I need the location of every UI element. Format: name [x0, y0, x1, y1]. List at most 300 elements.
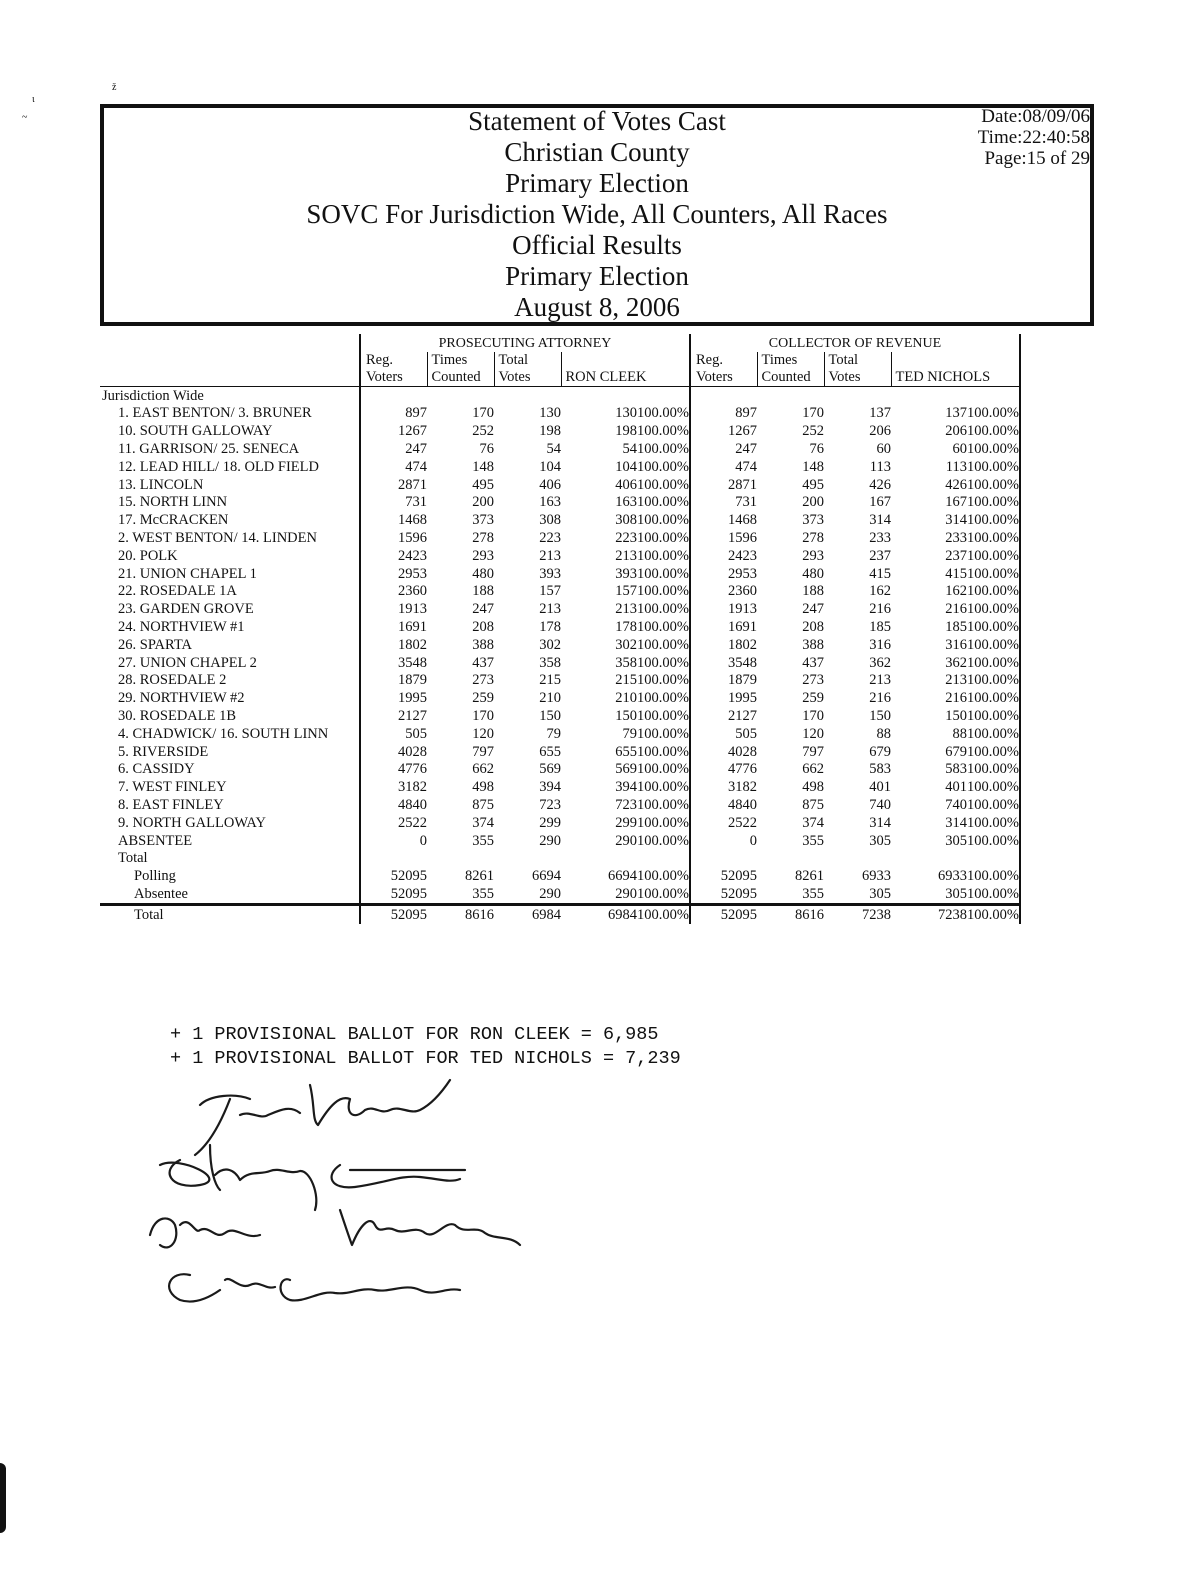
cell: 290: [539, 885, 561, 902]
cell: 480: [472, 565, 494, 582]
cell: 100.00%: [637, 725, 689, 742]
cell: 178: [615, 618, 637, 635]
cell: 1913: [728, 601, 757, 618]
cell: 185: [945, 618, 967, 635]
cell: 655: [615, 743, 637, 760]
cell: 198: [539, 423, 561, 440]
signature-3: [150, 1210, 520, 1247]
cell: 100.00%: [637, 476, 689, 493]
table-row: [100, 547, 1020, 565]
cell: 1468: [728, 512, 757, 529]
votes-table: [100, 334, 1021, 924]
cell: 100.00%: [967, 743, 1019, 760]
cell: 388: [802, 636, 824, 653]
cell: 188: [472, 583, 494, 600]
cell: 358: [615, 654, 637, 671]
cell: 120: [802, 725, 824, 742]
header-line: SOVC For Jurisdiction Wide, All Counters, All Races: [306, 199, 888, 229]
cell: 206: [945, 423, 967, 440]
cell: 100.00%: [637, 618, 689, 635]
cell: 415: [945, 565, 967, 582]
cell: 897: [735, 405, 757, 422]
cell: 88: [876, 725, 891, 742]
cell: 6984: [494, 904, 561, 923]
cell: 495: [802, 476, 824, 493]
cell: 474: [735, 458, 757, 475]
cell: 130: [615, 405, 637, 422]
cell: 278: [802, 529, 824, 546]
cell: 259: [802, 690, 824, 707]
cell: 740: [869, 796, 891, 813]
precinct-name: ABSENTEE: [118, 832, 193, 849]
cell: 875: [472, 796, 494, 813]
cell: 100.00%: [967, 904, 1020, 923]
cell: 100.00%: [967, 583, 1019, 600]
cell: 1995: [728, 690, 757, 707]
cell: 100.00%: [967, 796, 1019, 813]
cell: 3182: [728, 779, 757, 796]
race-prosecuting-attorney: PROSECUTING ATTORNEY: [360, 334, 690, 352]
grand-total-row: [100, 904, 1020, 923]
cell: 100.00%: [637, 423, 689, 440]
cell: 100.00%: [967, 405, 1019, 422]
cell: 247: [802, 601, 824, 618]
cell: 52095: [360, 885, 427, 904]
cell: 2871: [360, 476, 427, 494]
cell: 305: [945, 885, 967, 902]
precinct-name: 8. EAST FINLEY: [118, 796, 224, 813]
table-row: [100, 476, 1020, 494]
table-row: [100, 440, 1020, 458]
cell: 252: [802, 423, 824, 440]
cell: 393: [539, 565, 561, 582]
cell: 100.00%: [637, 814, 689, 831]
cell: 406: [539, 476, 561, 493]
signatures: [140, 1075, 600, 1315]
cell: 247: [360, 440, 427, 458]
report-date: Date:08/09/06: [981, 106, 1090, 127]
cell: 498: [472, 779, 494, 796]
cell: 374: [802, 814, 824, 831]
cell: 76: [809, 440, 824, 457]
cell: 104: [539, 458, 561, 475]
cell: 259: [472, 690, 494, 707]
cell: 216: [869, 690, 891, 707]
cell: 100.00%: [967, 690, 1019, 707]
cell: 215: [539, 672, 561, 689]
cell: 2522: [728, 814, 757, 831]
cell: 3548: [360, 654, 427, 672]
cell: 163: [539, 494, 561, 511]
cell: 100.00%: [967, 494, 1019, 511]
cell: 4840: [728, 796, 757, 813]
cell: 388: [472, 636, 494, 653]
cell: 137: [945, 405, 967, 422]
cell: 426: [869, 476, 891, 493]
cell: 52095: [690, 904, 757, 923]
cell: 583: [869, 761, 891, 778]
precinct-name: 21. UNION CHAPEL 1: [118, 565, 257, 582]
cell: 237: [945, 547, 967, 564]
stray-mark: ž: [112, 82, 117, 93]
precinct-name: 29. NORTHVIEW #2: [118, 690, 245, 707]
cell: 1995: [360, 689, 427, 707]
cell: 305: [869, 885, 891, 902]
cell: 200: [802, 494, 824, 511]
cell: 314: [869, 512, 891, 529]
cell: 52095: [360, 904, 427, 923]
cell: 100.00%: [967, 707, 1019, 724]
section-row: [100, 386, 1020, 404]
cell: 355: [802, 885, 824, 902]
cell: 474: [360, 458, 427, 476]
cell: 100.00%: [637, 761, 689, 778]
cell: 505: [360, 725, 427, 743]
cell: 8616: [757, 904, 824, 923]
cell: 100.00%: [637, 707, 689, 724]
cell: 100.00%: [967, 725, 1019, 742]
cell: 162: [945, 583, 967, 600]
col-times-counted: Times Counted: [427, 352, 494, 387]
cell: 113: [869, 458, 891, 475]
cell: 150: [945, 707, 967, 724]
cell: 100.00%: [967, 565, 1019, 582]
cell: 237: [869, 547, 891, 564]
cell: 7238: [824, 904, 891, 923]
cell: 100.00%: [637, 405, 689, 422]
cell: 305: [945, 832, 967, 849]
cell: 100.00%: [967, 547, 1019, 564]
cell: 1691: [728, 618, 757, 635]
cell: 2871: [728, 476, 757, 493]
cell: 247: [472, 601, 494, 618]
cell: 100.00%: [637, 743, 689, 760]
report-meta: [978, 106, 1090, 169]
cell: 54: [546, 440, 561, 457]
cell: 797: [472, 743, 494, 760]
cell: 100.00%: [967, 529, 1019, 546]
cell: 299: [539, 814, 561, 831]
cell: 100.00%: [637, 529, 689, 546]
cell: 247: [735, 440, 757, 457]
cell: 170: [802, 707, 824, 724]
cell: 215: [615, 672, 637, 689]
cell: 394: [539, 779, 561, 796]
cell: 290: [539, 832, 561, 849]
cell: 4776: [360, 761, 427, 779]
cell: 52095: [720, 885, 757, 902]
row-label: Absentee: [134, 885, 188, 902]
cell: 302: [615, 636, 637, 653]
precinct-name: 20. POLK: [118, 547, 178, 564]
cell: 437: [802, 654, 824, 671]
cell: 100.00%: [967, 601, 1019, 618]
stray-mark: ~: [22, 112, 28, 123]
cell: 308: [615, 512, 637, 529]
cell: 355: [802, 832, 824, 849]
precinct-name: 28. ROSEDALE 2: [118, 672, 227, 689]
cell: 2423: [360, 547, 427, 565]
cell: 100.00%: [967, 476, 1019, 493]
cell: 679: [869, 743, 891, 760]
cell: 150: [539, 707, 561, 724]
cell: 100.00%: [637, 440, 689, 457]
cell: 100.00%: [637, 654, 689, 671]
cell: 355: [472, 885, 494, 902]
table-row: [100, 707, 1020, 725]
cell: 100.00%: [967, 761, 1019, 778]
signature-2: [160, 1145, 465, 1210]
cell: 293: [802, 547, 824, 564]
cell: 355: [472, 832, 494, 849]
cell: 100.00%: [637, 904, 690, 923]
cell: 150: [869, 707, 891, 724]
cell: 723: [539, 796, 561, 813]
header-line: Official Results: [512, 230, 682, 260]
cell: 113: [945, 458, 967, 475]
page-edge-mark: [0, 1463, 6, 1533]
cell: 216: [869, 601, 891, 618]
cell: 100.00%: [637, 885, 690, 904]
precinct-name: 24. NORTHVIEW #1: [118, 618, 245, 635]
cell: 185: [869, 618, 891, 635]
cell: 210: [539, 690, 561, 707]
cell: 100.00%: [967, 636, 1019, 653]
race-header-row: [100, 334, 1020, 352]
cell: 1879: [360, 672, 427, 690]
cell: 308: [539, 512, 561, 529]
cell: 167: [869, 494, 891, 511]
table-row: [100, 761, 1020, 779]
note-line: + 1 PROVISIONAL BALLOT FOR TED NICHOLS = 7,239: [170, 1048, 681, 1069]
cell: 1267: [360, 422, 427, 440]
cell: 76: [479, 440, 494, 457]
cell: 100.00%: [967, 512, 1019, 529]
cell: 233: [869, 529, 891, 546]
precinct-name: 17. McCRACKEN: [118, 512, 229, 529]
cell: 797: [802, 743, 824, 760]
cell: 2522: [360, 814, 427, 832]
cell: 498: [802, 779, 824, 796]
cell: 100.00%: [637, 672, 689, 689]
cell: 415: [869, 565, 891, 582]
cell: 100.00%: [637, 512, 689, 529]
cell: 358: [539, 654, 561, 671]
cell: 100.00%: [967, 672, 1019, 689]
cell: 208: [802, 618, 824, 635]
cell: 216: [945, 601, 967, 618]
signature-1: [195, 1080, 450, 1155]
table-row: [100, 743, 1020, 761]
cell: 213: [615, 601, 637, 618]
cell: 100.00%: [967, 458, 1019, 475]
table-row: [100, 796, 1020, 814]
cell: 0: [749, 832, 757, 849]
precinct-name: 6. CASSIDY: [118, 761, 195, 778]
cell: 2423: [728, 547, 757, 564]
precinct-name: 1. EAST BENTON/ 3. BRUNER: [118, 405, 312, 422]
cell: 100.00%: [637, 636, 689, 653]
cell: 662: [802, 761, 824, 778]
race-collector-of-revenue: COLLECTOR OF REVENUE: [690, 334, 1020, 352]
precinct-name: 30. ROSEDALE 1B: [118, 707, 237, 724]
cell: 150: [615, 707, 637, 724]
precinct-name: 27. UNION CHAPEL 2: [118, 654, 257, 671]
cell: 4840: [360, 796, 427, 814]
cell: 100.00%: [637, 796, 689, 813]
cell: 213: [945, 672, 967, 689]
cell: 290: [615, 885, 637, 902]
table-row: [100, 494, 1020, 512]
note-line: + 1 PROVISIONAL BALLOT FOR RON CLEEK = 6,985: [170, 1024, 659, 1045]
cell: 1691: [360, 618, 427, 636]
cell: 740: [945, 796, 967, 813]
cell: 480: [802, 565, 824, 582]
cell: 655: [539, 743, 561, 760]
cell: 4776: [728, 761, 757, 778]
precinct-name: 13. LINCOLN: [118, 476, 204, 493]
table-row: [100, 654, 1020, 672]
precinct-name: 26. SPARTA: [118, 636, 192, 653]
cell: 2360: [360, 583, 427, 601]
cell: 213: [539, 547, 561, 564]
table-row: [100, 458, 1020, 476]
cell: 170: [472, 405, 494, 422]
col-reg-voters: Reg. Voters: [360, 352, 427, 387]
cell: 401: [945, 779, 967, 796]
precinct-name: 7. WEST FINLEY: [118, 779, 227, 796]
cell: 679: [945, 743, 967, 760]
cell: 79: [622, 725, 637, 742]
cell: 401: [869, 779, 891, 796]
row-label: Polling: [134, 868, 176, 885]
row-label: Total: [100, 904, 360, 923]
cell: 100.00%: [967, 814, 1019, 831]
cell: 505: [735, 725, 757, 742]
cell: 100.00%: [967, 885, 1020, 904]
precinct-name: 12. LEAD HILL/ 18. OLD FIELD: [118, 458, 319, 475]
cell: 875: [802, 796, 824, 813]
cell: 163: [615, 494, 637, 511]
cell: 273: [472, 672, 494, 689]
cell: 8261: [465, 868, 494, 885]
cell: 223: [615, 529, 637, 546]
col-times-counted: Times Counted: [757, 352, 824, 387]
cell: 1267: [728, 423, 757, 440]
cell: 273: [802, 672, 824, 689]
table-row: [100, 405, 1020, 423]
cell: 314: [945, 512, 967, 529]
table-row: [100, 511, 1020, 529]
cell: 314: [869, 814, 891, 831]
header-line: Statement of Votes Cast: [468, 106, 726, 136]
cell: 100.00%: [967, 832, 1019, 849]
cell: 662: [472, 761, 494, 778]
precinct-name: 10. SOUTH GALLOWAY: [118, 423, 273, 440]
cell: 100.00%: [967, 618, 1019, 635]
cell: 6694: [532, 868, 561, 885]
cell: 100.00%: [967, 654, 1019, 671]
col-total-votes: Total Votes: [494, 352, 561, 387]
precinct-name: 11. GARRISON/ 25. SENECA: [118, 440, 300, 457]
precinct-name: 5. RIVERSIDE: [118, 743, 209, 760]
cell: 316: [945, 636, 967, 653]
cell: 373: [472, 512, 494, 529]
cell: 406: [615, 476, 637, 493]
cell: 8261: [795, 868, 824, 885]
cell: 583: [945, 761, 967, 778]
cell: 2127: [360, 707, 427, 725]
cell: 3548: [728, 654, 757, 671]
stray-mark: ι: [32, 94, 35, 105]
table-row: [100, 636, 1020, 654]
cell: 233: [945, 529, 967, 546]
table-row: [100, 725, 1020, 743]
cell: 426: [945, 476, 967, 493]
col-candidate-ted-nichols: TED NICHOLS: [891, 352, 1020, 387]
cell: 148: [472, 458, 494, 475]
header-line: Christian County: [504, 137, 690, 167]
table-row: [100, 529, 1020, 547]
cell: 305: [869, 832, 891, 849]
cell: 130: [539, 405, 561, 422]
cell: 2127: [728, 707, 757, 724]
cell: 316: [869, 636, 891, 653]
cell: 213: [615, 547, 637, 564]
cell: 393: [615, 565, 637, 582]
cell: 897: [360, 405, 427, 423]
cell: 302: [539, 636, 561, 653]
cell: 374: [472, 814, 494, 831]
table-row: [100, 689, 1020, 707]
cell: 278: [472, 529, 494, 546]
cell: 170: [472, 707, 494, 724]
section-label: Jurisdiction Wide: [100, 386, 360, 404]
cell: 157: [539, 583, 561, 600]
cell: 100.00%: [637, 690, 689, 707]
cell: 162: [869, 583, 891, 600]
cell: 731: [360, 494, 427, 512]
cell: 8616: [427, 904, 494, 923]
cell: 495: [472, 476, 494, 493]
cell: 437: [472, 654, 494, 671]
cell: 200: [472, 494, 494, 511]
cell: 88: [952, 725, 967, 742]
precinct-name: 2. WEST BENTON/ 14. LINDEN: [118, 529, 317, 546]
cell: 1468: [360, 511, 427, 529]
cell: 1802: [360, 636, 427, 654]
cell: 6694: [608, 868, 637, 885]
cell: 100.00%: [637, 601, 689, 618]
precinct-name: 9. NORTH GALLOWAY: [118, 814, 267, 831]
cell: 7238: [891, 904, 967, 923]
cell: 0: [360, 832, 427, 850]
precinct-name: 23. GARDEN GROVE: [118, 601, 254, 618]
absentee-row: [100, 885, 1020, 904]
col-total-votes: Total Votes: [824, 352, 891, 387]
cell: 6933: [938, 868, 967, 885]
cell: 188: [802, 583, 824, 600]
cell: 52095: [360, 867, 427, 885]
cell: 252: [472, 423, 494, 440]
precinct-name: 15. NORTH LINN: [118, 494, 228, 511]
column-header-row: [100, 352, 1020, 387]
cell: 299: [615, 814, 637, 831]
col-reg-voters: Reg. Voters: [696, 351, 733, 385]
cell: 293: [472, 547, 494, 564]
cell: 1913: [360, 600, 427, 618]
cell: 100.00%: [637, 868, 689, 885]
